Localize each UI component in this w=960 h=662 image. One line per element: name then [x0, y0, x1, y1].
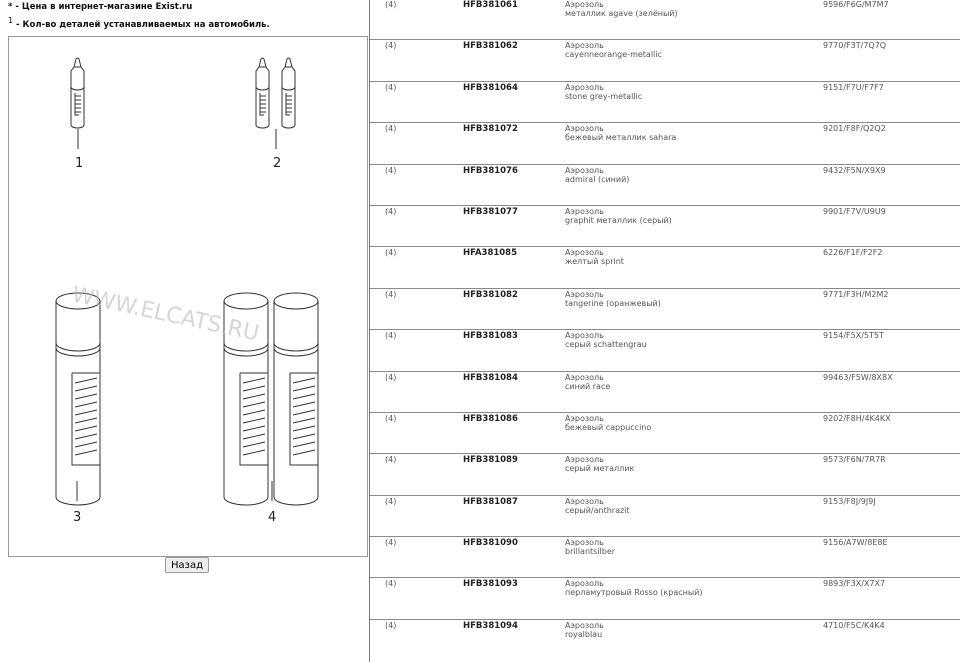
part-color: перламутровый Rosso (красный): [565, 588, 703, 598]
table-row: [370, 495, 960, 536]
part-number[interactable]: HFA381085: [463, 248, 518, 259]
part-qty: (4): [385, 41, 397, 51]
part-qty: (4): [385, 165, 397, 175]
table-row: [370, 81, 960, 122]
price-note-text: - Цена в интернет-магазине Exist.ru: [12, 2, 193, 12]
part-color-code: 6226/F1F/F2F2: [823, 248, 883, 258]
part-color-code: 9901/F7V/U9U9: [823, 206, 886, 216]
part-qty: (4): [385, 620, 397, 630]
part-description: [565, 621, 604, 639]
part-name: Аэрозоль: [565, 372, 604, 382]
part-description: [565, 497, 630, 515]
table-row: [370, 164, 960, 205]
part-number[interactable]: HFB381094: [463, 620, 518, 631]
qty-note-marker: 1: [8, 16, 14, 25]
part-color: синий race: [565, 381, 611, 391]
table-row: [370, 536, 960, 577]
part-name: Аэрозоль: [565, 165, 604, 175]
part-color-code: 9201/F8F/Q2Q2: [823, 124, 886, 134]
part-qty: (4): [385, 413, 397, 423]
part-qty: (4): [385, 496, 397, 506]
table-row: [370, 577, 960, 618]
watermark: WWW.ELCATS.RU: [69, 282, 262, 347]
part-color-code: 9596/F6G/M7M7: [823, 0, 889, 9]
callout-1: 1: [75, 156, 84, 171]
part-qty: (4): [385, 372, 397, 382]
pen-2b-icon: [282, 58, 295, 128]
table-row: [370, 39, 960, 80]
part-description: [565, 124, 676, 142]
part-name: Аэрозоль: [565, 124, 604, 134]
part-name: Аэрозоль: [565, 413, 604, 423]
part-color: серый/anthrazit: [565, 505, 630, 515]
parts-table: [370, 0, 960, 660]
table-row: [370, 371, 960, 412]
table-row: [370, 329, 960, 370]
table-row: [370, 288, 960, 329]
part-name: Аэрозоль: [565, 455, 604, 465]
part-name: Аэрозоль: [565, 620, 604, 630]
part-number[interactable]: HFB381090: [463, 538, 518, 549]
callout-4: 4: [268, 510, 277, 525]
part-number[interactable]: HFB381082: [463, 289, 518, 300]
part-description: [565, 414, 651, 432]
part-description: [565, 331, 647, 349]
part-color: royalblau: [565, 629, 603, 639]
part-description: [565, 290, 661, 308]
part-color-code: 9573/F6N/7R7R: [823, 455, 886, 465]
table-row: [370, 453, 960, 494]
part-number[interactable]: HFB381064: [463, 82, 518, 93]
part-qty: (4): [385, 579, 397, 589]
table-row: [370, 619, 960, 660]
part-description: [565, 207, 672, 225]
part-number[interactable]: HFB381077: [463, 206, 518, 217]
table-row: [370, 205, 960, 246]
part-number[interactable]: HFB381086: [463, 413, 518, 424]
part-color-code: 9770/F3T/7Q7Q: [823, 41, 887, 51]
part-number[interactable]: HFB381062: [463, 41, 518, 52]
part-qty: (4): [385, 455, 397, 465]
part-name: Аэрозоль: [565, 496, 604, 506]
part-qty: (4): [385, 248, 397, 258]
part-color-code: 4710/F5C/K4K4: [823, 620, 885, 630]
part-description: [565, 83, 642, 101]
price-note: [8, 2, 192, 12]
part-description: [565, 455, 634, 473]
part-name: Аэрозоль: [565, 579, 604, 589]
part-qty: (4): [385, 331, 397, 341]
part-number[interactable]: HFB381061: [463, 0, 518, 10]
part-color-code: 9156/A7W/8E8E: [823, 538, 888, 548]
qty-note-text: - Кол-во деталей устанавливаемых на автомобиль.: [13, 20, 270, 30]
part-qty: (4): [385, 289, 397, 299]
parts-diagram-image: [9, 37, 367, 556]
part-qty: (4): [385, 0, 397, 9]
part-color: серый schattengrau: [565, 340, 647, 350]
part-description: [565, 166, 629, 184]
can-3-icon: [56, 293, 100, 505]
part-color-code: 9202/F8H/4K4KX: [823, 413, 891, 423]
part-number[interactable]: HFB381084: [463, 372, 518, 383]
part-number[interactable]: HFB381072: [463, 124, 518, 135]
part-description: [565, 538, 615, 556]
part-color-code: 9432/F5N/X9X9: [823, 165, 886, 175]
part-description: [565, 373, 610, 391]
table-row: [370, 0, 960, 39]
part-color: бежевый металлик sahara: [565, 133, 677, 143]
part-name: Аэрозоль: [565, 248, 604, 258]
part-color: stone grey-metallic: [565, 91, 643, 101]
part-color: бежевый cappuccino: [565, 422, 652, 432]
table-row: [370, 122, 960, 163]
part-color: серый металлик: [565, 464, 635, 474]
part-name: Аэрозоль: [565, 82, 604, 92]
pen-2a-icon: [256, 58, 269, 128]
part-qty: (4): [385, 82, 397, 92]
part-color-code: 99463/F5W/8X8X: [823, 372, 893, 382]
part-name: Аэрозоль: [565, 331, 604, 341]
part-color-code: 9154/F5X/5T5T: [823, 331, 884, 341]
parts-diagram: [8, 36, 368, 557]
part-color-code: 9151/F7U/F7F7: [823, 82, 884, 92]
part-color-code: 9153/F8J/9J9J: [823, 496, 876, 506]
back-button[interactable]: Назад: [165, 557, 209, 573]
part-name: Аэрозоль: [565, 538, 604, 548]
part-color-code: 9771/F3H/M2M2: [823, 289, 889, 299]
part-color: металлик agave (зелёный): [565, 9, 678, 18]
part-qty: (4): [385, 124, 397, 134]
part-description: [565, 579, 703, 597]
callout-3: 3: [73, 510, 82, 525]
table-row: [370, 246, 960, 287]
part-color: желтый sprint: [565, 257, 624, 267]
part-color: brillantsilber: [565, 547, 616, 557]
part-number[interactable]: HFB381089: [463, 455, 518, 466]
part-color: graphit металлик (серый): [565, 215, 672, 225]
part-number[interactable]: HFB381093: [463, 579, 518, 590]
part-name: Аэрозоль: [565, 289, 604, 299]
part-name: Аэрозоль: [565, 41, 604, 51]
part-number[interactable]: HFB381087: [463, 496, 518, 507]
part-color: tangerine (оранжевый): [565, 298, 661, 308]
callout-2: 2: [273, 156, 282, 171]
can-4b-icon: [274, 293, 318, 505]
part-number[interactable]: HFB381076: [463, 165, 518, 176]
part-color-code: 9893/F3X/X7X7: [823, 579, 886, 589]
part-description: [565, 0, 678, 18]
part-description: [565, 41, 662, 59]
price-note-marker: *: [8, 2, 13, 12]
part-number[interactable]: HFB381083: [463, 331, 518, 342]
part-color: admiral (синий): [565, 174, 630, 184]
qty-note: [8, 16, 270, 30]
part-name: Аэрозоль: [565, 206, 604, 216]
pen-1-icon: [71, 58, 84, 128]
part-name: Аэрозоль: [565, 0, 604, 9]
part-qty: (4): [385, 206, 397, 216]
part-qty: (4): [385, 538, 397, 548]
table-row: [370, 412, 960, 453]
part-description: [565, 248, 624, 266]
part-color: cayenneorange-metallic: [565, 50, 662, 60]
